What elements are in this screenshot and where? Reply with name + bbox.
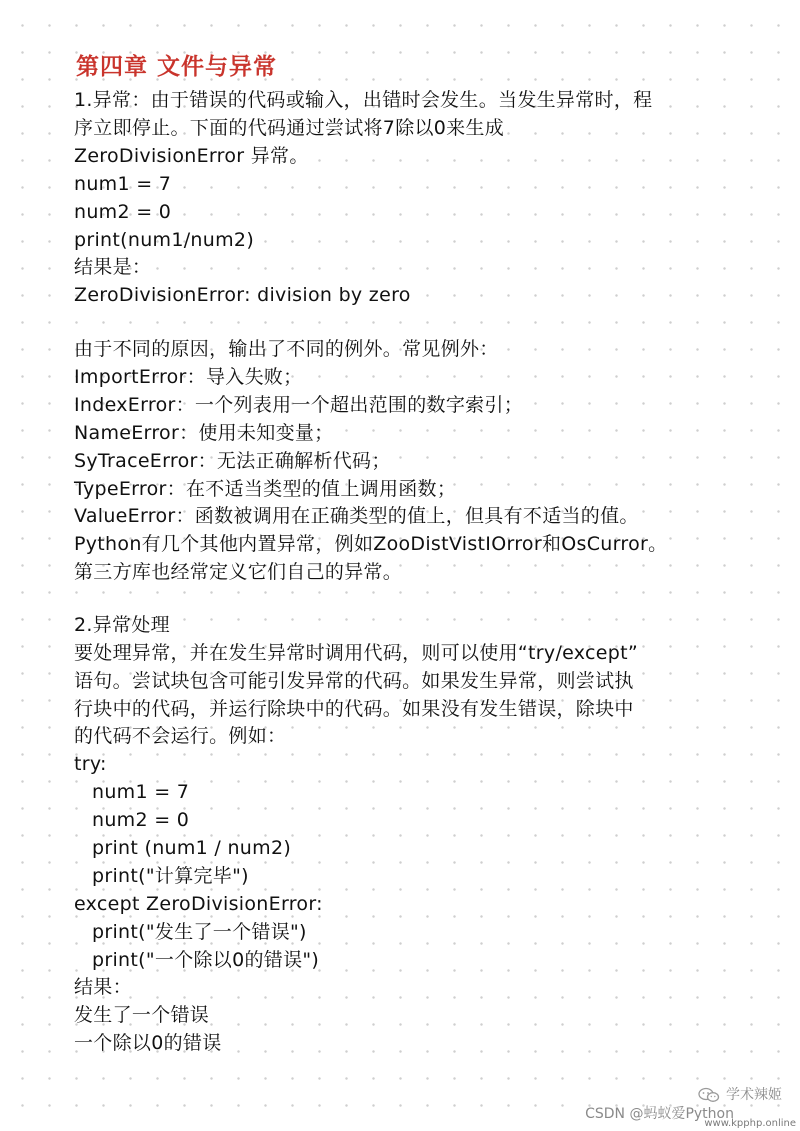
code-line: print (num1 / num2): [92, 837, 292, 859]
wechat-watermark: [698, 1085, 782, 1105]
code-line: num2 = 0: [92, 809, 190, 831]
exceptions-intro: 由于不同的原因，输出了不同的例外。常见例外：: [74, 338, 499, 360]
exception-item: ImportError：导入失败；: [74, 366, 303, 388]
code-try: try:: [74, 753, 107, 775]
exceptions-note: Python有几个其他内置异常，例如ZooDistVistIOrror和OsCurror。: [74, 533, 668, 555]
site-watermark: www.kpphp.online: [704, 1118, 796, 1129]
wechat-icon: [698, 1087, 720, 1103]
error-output: ZeroDivisionError: division by zero: [74, 284, 411, 306]
result-output: 发生了一个错误: [74, 1004, 210, 1026]
section2-heading: 2.异常处理: [74, 614, 170, 636]
exception-item: SyTraceError：无法正确解析代码；: [74, 450, 391, 472]
exception-item: NameError：使用未知变量；: [74, 422, 334, 444]
result-output: 一个除以0的错误: [74, 1032, 222, 1054]
code-line: num1 = 7: [92, 781, 190, 803]
section2-line: 行块中的代码，并运行除块中的代码。如果没有发生错误，除块中: [74, 698, 634, 720]
section2-line: 语句。尝试块包含可能引发异常的代码。如果发生异常，则尝试执: [74, 670, 634, 692]
result-label: 结果：: [74, 976, 132, 998]
code-line: print("发生了一个错误"): [92, 921, 307, 943]
csdn-watermark: CSDN @蚂蚁爱Python: [585, 1106, 734, 1122]
exception-item: TypeError：在不适当类型的值上调用函数；: [74, 478, 457, 500]
code-line: num1 = 7: [74, 173, 172, 195]
exception-item: IndexError：一个列表用一个超出范围的数字索引；: [74, 394, 524, 416]
exceptions-note: 第三方库也经常定义它们自己的异常。: [74, 561, 403, 583]
code-except: except ZeroDivisionError:: [74, 893, 323, 915]
code-line: num2 = 0: [74, 201, 172, 223]
section2-line: 的代码不会运行。例如：: [74, 725, 287, 747]
exception-item: ValueError：函数被调用在正确类型的值上，但具有不适当的值。: [74, 505, 639, 527]
section2-line: 要处理异常，并在发生异常时调用代码，则可以使用“try/except”: [74, 642, 639, 664]
result-label: 结果是：: [74, 256, 152, 278]
chapter-title: 第四章 文件与异常: [76, 54, 278, 80]
wechat-account-name: 学术辣姬: [726, 1087, 782, 1103]
section1-line: 1.异常：由于错误的代码或输入，出错时会发生。当发生异常时，程: [74, 89, 653, 111]
code-line: print(num1/num2): [74, 229, 255, 251]
code-line: print("计算完毕"): [92, 865, 249, 887]
code-line: print("一个除以0的错误"): [92, 949, 320, 971]
section1-line: 序立即停止。下面的代码通过尝试将7除以0来生成: [74, 117, 505, 139]
section1-line: ZeroDivisionError 异常。: [74, 145, 309, 167]
